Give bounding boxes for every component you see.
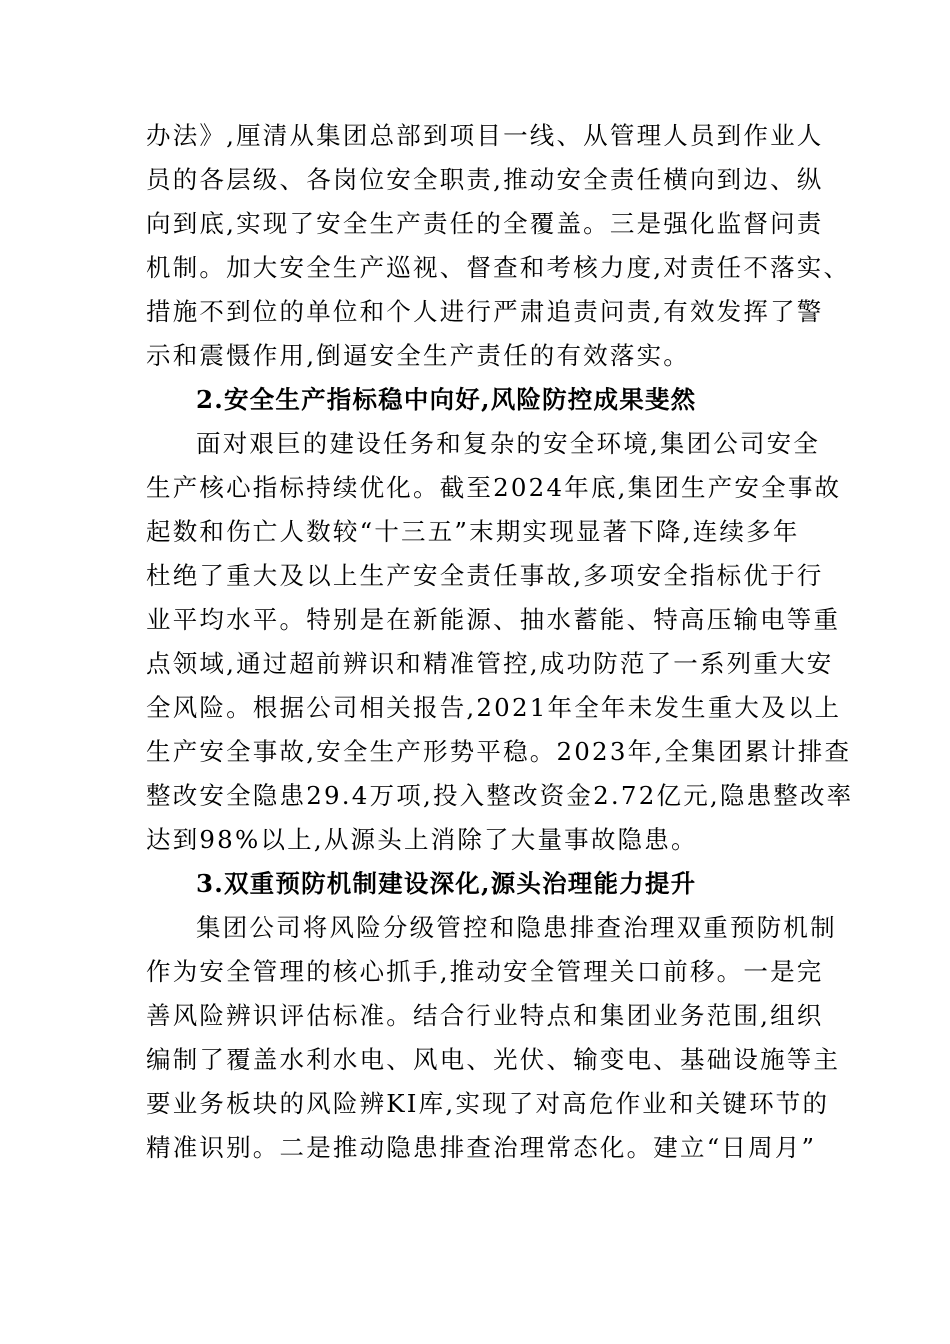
section-heading: 3.双重预防机制建设深化,源头治理能力提升 (196, 869, 697, 898)
paragraph-line: 面对艰巨的建设任务和复杂的安全环境,集团公司安全 (196, 429, 821, 458)
paragraph-line: 员的各层级、各岗位安全职责,推动安全责任横向到边、纵 (146, 165, 824, 194)
paragraph-line: 全风险。根据公司相关报告,2021年全年未发生重大及以上 (146, 693, 842, 722)
paragraph-line: 作为安全管理的核心抓手,推动安全管理关口前移。一是完 (146, 957, 824, 986)
paragraph-line: 示和震慑作用,倒逼安全生产责任的有效落实。 (146, 341, 690, 370)
paragraph-line: 向到底,实现了安全生产责任的全覆盖。三是强化监督问责 (146, 209, 824, 238)
paragraph-line: 精准识别。二是推动隐患排查治理常态化。建立“日周月” (146, 1133, 817, 1162)
paragraph-line: 善风险辨识评估标准。结合行业特点和集团业务范围,组织 (146, 1001, 824, 1030)
paragraph-line: 达到98%以上,从源头上消除了大量事故隐患。 (146, 825, 698, 854)
paragraph-line: 要业务板块的风险辨KI库,实现了对高危作业和关键环节的 (146, 1089, 830, 1118)
paragraph-line: 起数和伤亡人数较“十三五”末期实现显著下降,连续多年 (146, 517, 800, 546)
paragraph-line: 杜绝了重大及以上生产安全责任事故,多项安全指标优于行 (146, 561, 824, 590)
paragraph-line: 生产核心指标持续优化。截至2024年底,集团生产安全事故 (146, 473, 842, 502)
paragraph-line: 措施不到位的单位和个人进行严肃追责问责,有效发挥了警 (146, 297, 824, 326)
paragraph-line: 编制了覆盖水利水电、风电、光伏、输变电、基础设施等主 (146, 1045, 841, 1074)
paragraph-line: 生产安全事故,安全生产形势平稳。2023年,全集团累计排查 (146, 737, 852, 766)
paragraph-line: 整改安全隐患29.4万项,投入整改资金2.72亿元,隐患整改率 (146, 781, 854, 810)
section-heading: 2.安全生产指标稳中向好,风险防控成果斐然 (196, 385, 697, 414)
paragraph-line: 办法》,厘清从集团总部到项目一线、从管理人员到作业人 (146, 121, 824, 150)
paragraph-line: 业平均水平。特别是在新能源、抽水蓄能、特高压输电等重 (146, 605, 841, 634)
paragraph-line: 点领域,通过超前辨识和精准管控,成功防范了一系列重大安 (146, 649, 834, 678)
paragraph-line: 机制。加大安全生产巡视、督查和考核力度,对责任不落实、 (146, 253, 851, 282)
paragraph-line: 集团公司将风险分级管控和隐患排查治理双重预防机制 (196, 913, 837, 942)
